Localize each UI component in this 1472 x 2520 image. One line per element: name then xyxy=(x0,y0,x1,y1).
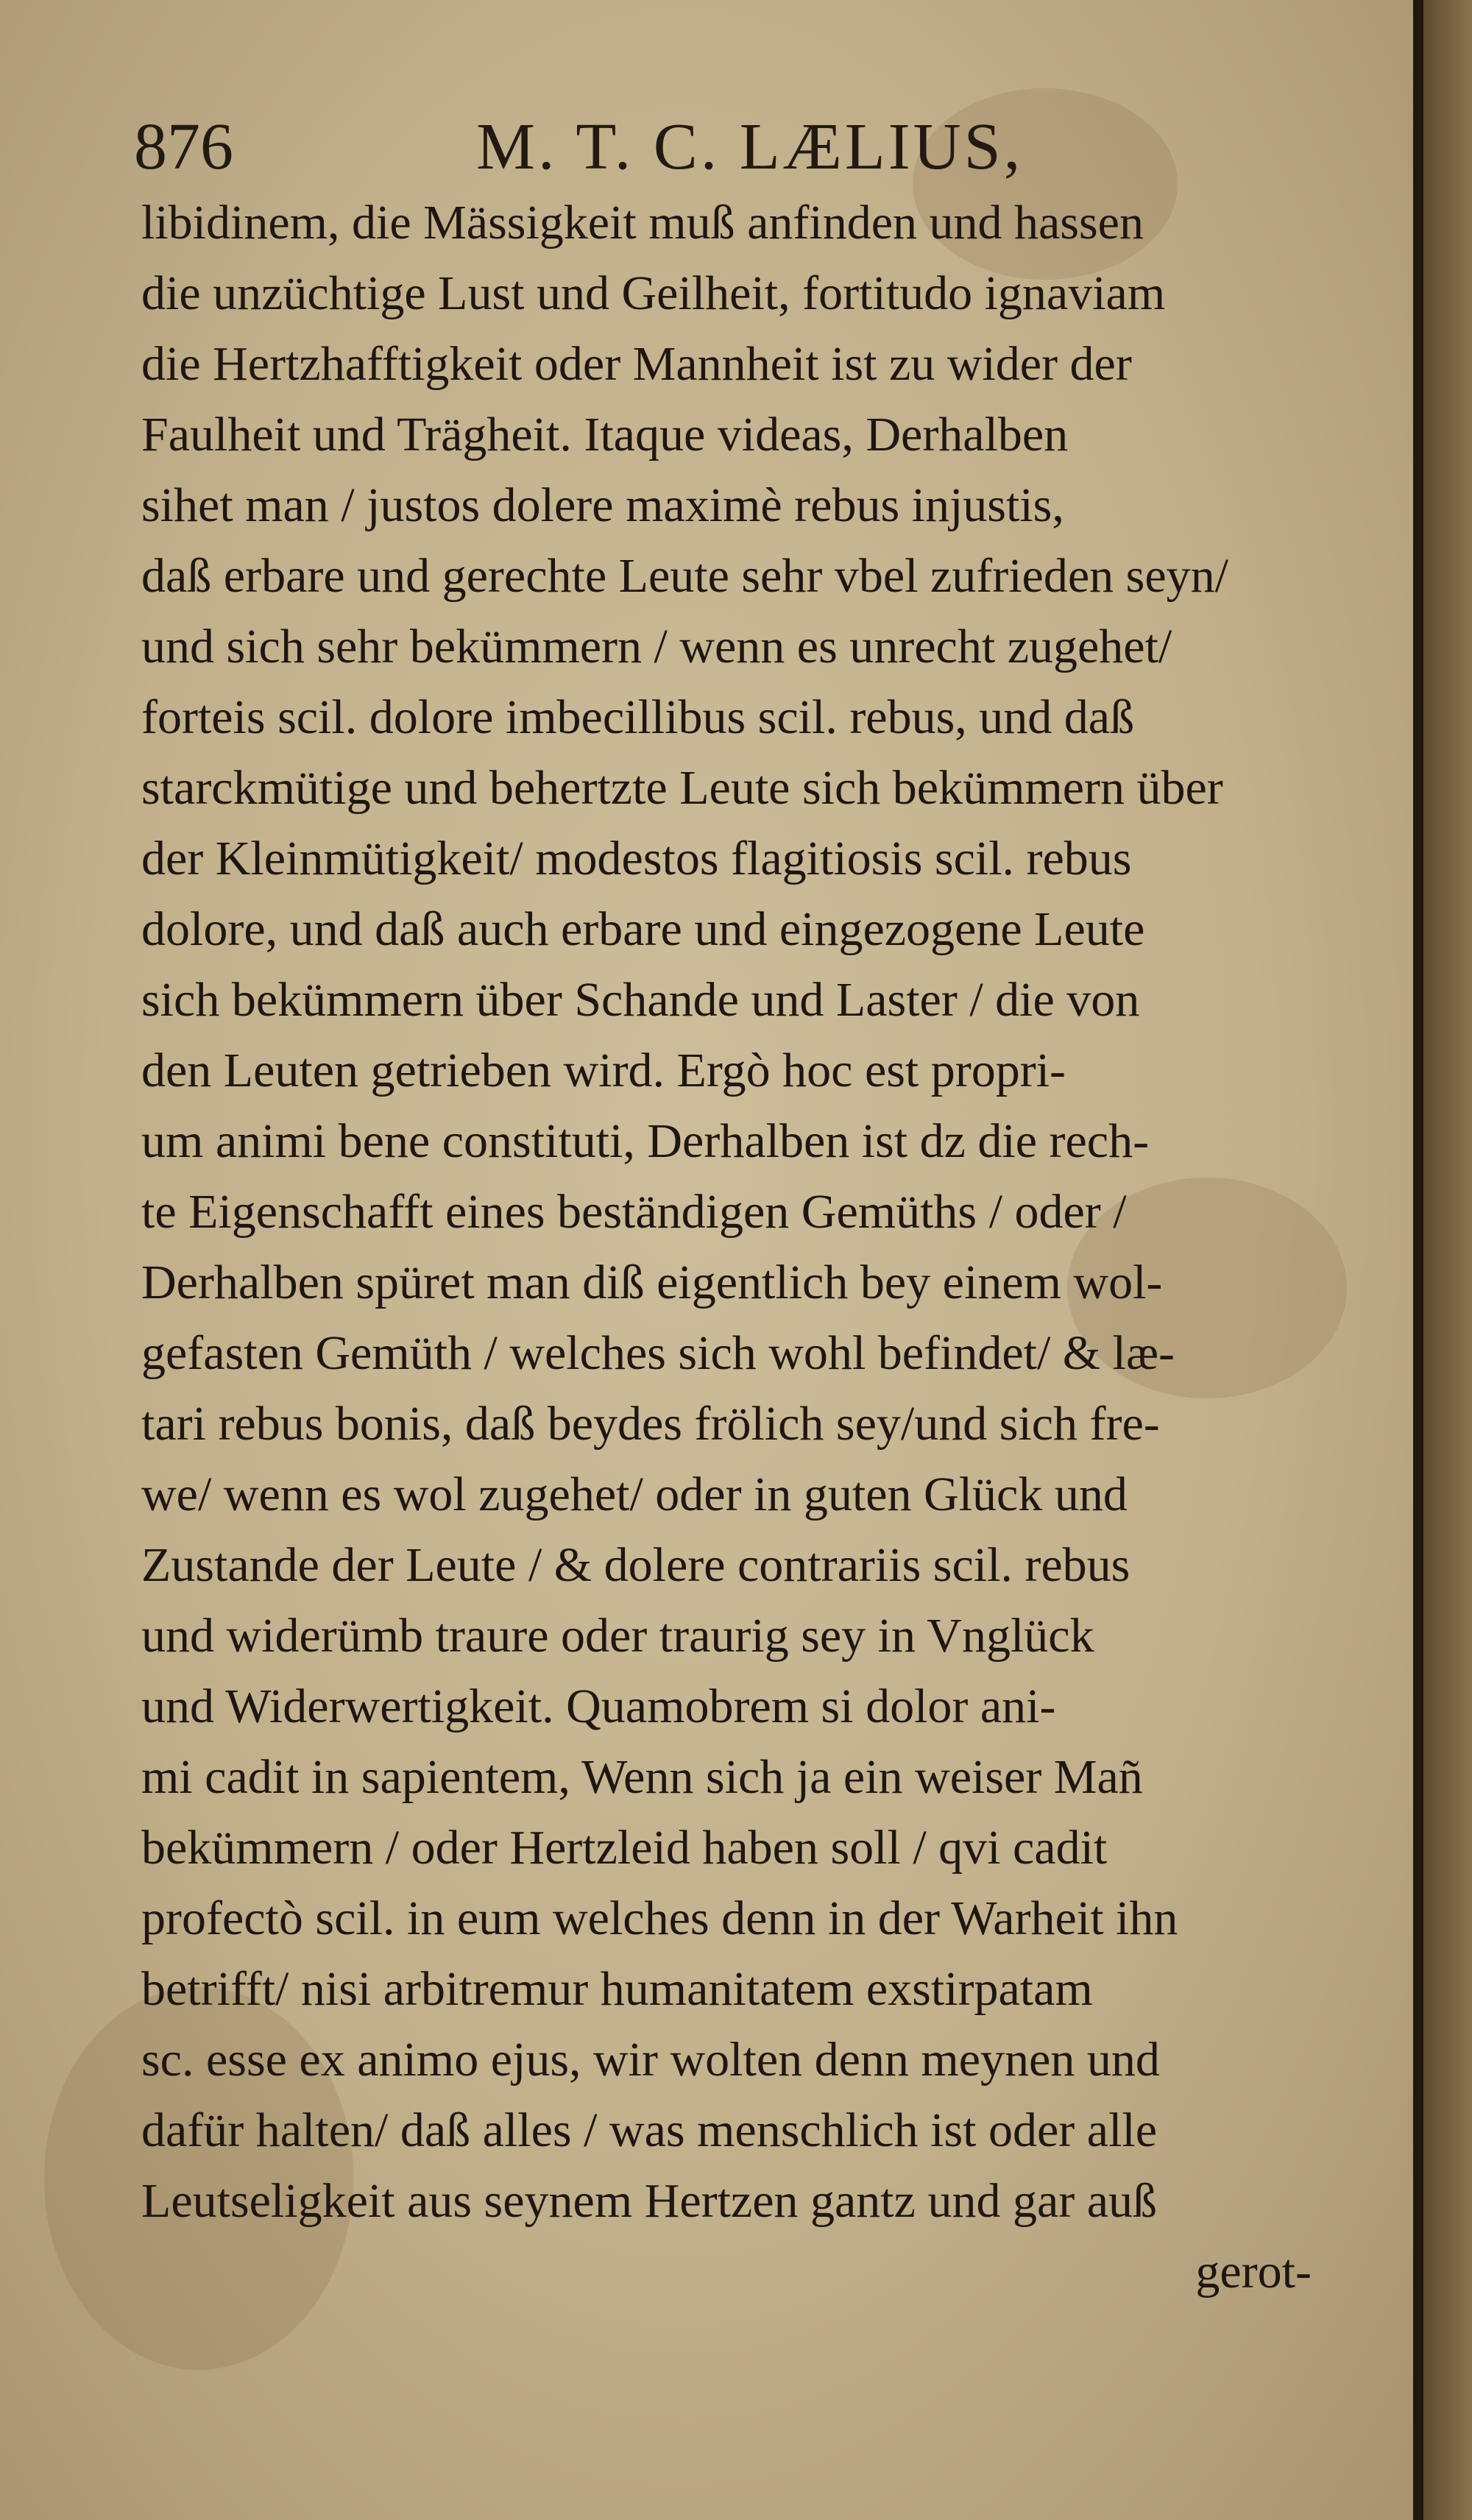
text-line: bekümmern / oder Hertzleid haben soll / qvi cadit xyxy=(141,1821,1108,1875)
page-header xyxy=(134,103,1091,191)
text-line: sihet man / justos dolere maximè rebus injustis, xyxy=(141,478,1064,532)
text-line: sich bekümmern über Schande und Laster / die von xyxy=(141,973,1140,1027)
text-line: um animi bene constituti, Derhalben ist dz die rech- xyxy=(141,1114,1150,1168)
text-line: Zustande der Leute / & dolere contrariis scil. rebus xyxy=(141,1538,1130,1592)
catchword: gerot- xyxy=(1195,2245,1312,2298)
text-line: Derhalben spüret man diß eigentlich bey einem wol- xyxy=(141,1256,1163,1309)
text-line: der Kleinmütigkeit/ modestos flagitiosis scil. rebus xyxy=(141,832,1132,885)
text-line: den Leuten getrieben wird. Ergò hoc est propri- xyxy=(141,1044,1066,1097)
text-line: die unzüchtige Lust und Geilheit, fortitudo ignaviam xyxy=(141,266,1166,320)
text-line: dafür halten/ daß alles / was menschlich ist oder alle xyxy=(141,2103,1158,2157)
text-line: profectò scil. in eum welches denn in der Warheit ihn xyxy=(141,1891,1178,1945)
text-line: we/ wenn es wol zugehet/ oder in guten Glück und xyxy=(141,1468,1128,1521)
page-edge-shadow xyxy=(1413,0,1423,2520)
text-line: betrifft/ nisi arbitremur humanitatem exstirpatam xyxy=(141,1962,1093,2016)
text-line: dolore, und daß auch erbare und eingezogene Leute xyxy=(141,902,1145,956)
text-line: forteis scil. dolore imbecillibus scil. rebus, und daß xyxy=(141,690,1135,744)
text-line: gefasten Gemüth / welches sich wohl befindet/ & læ- xyxy=(141,1326,1175,1380)
text-line: starckmütige und behertzte Leute sich bekümmern über xyxy=(141,761,1223,815)
body-text xyxy=(141,188,1334,2307)
text-line: sc. esse ex animo ejus, wir wolten denn meynen und xyxy=(141,2033,1160,2087)
text-line: die Hertzhafftigkeit oder Mannheit ist zu wider der xyxy=(141,337,1132,391)
text-line: te Eigenschafft eines beständigen Gemüths / oder / xyxy=(141,1185,1127,1239)
text-line: tari rebus bonis, daß beydes frölich sey/und sich fre- xyxy=(141,1397,1160,1451)
running-title: M. T. C. LÆLIUS, xyxy=(476,110,1024,183)
text-line: daß erbare und gerechte Leute sehr vbel zufrieden seyn/ xyxy=(141,549,1228,603)
text-line: und widerümb traure oder traurig sey in Vnglück xyxy=(141,1609,1094,1663)
text-line: Faulheit und Trägheit. Itaque videas, Derhalben xyxy=(141,408,1069,461)
text-line: Leutseligkeit aus seynem Hertzen gantz und gar auß xyxy=(141,2174,1158,2228)
page-number: 876 xyxy=(134,110,233,183)
text-line: libidinem, die Mässigkeit muß anfinden und hassen xyxy=(141,196,1144,249)
text-line: mi cadit in sapientem, Wenn sich ja ein weiser Mañ xyxy=(141,1750,1143,1804)
text-line: und sich sehr bekümmern / wenn es unrecht zugehet/ xyxy=(141,620,1172,673)
text-line: und Widerwertigkeit. Quamobrem si dolor ani- xyxy=(141,1680,1056,1733)
book-binding-edge xyxy=(1423,0,1472,2520)
